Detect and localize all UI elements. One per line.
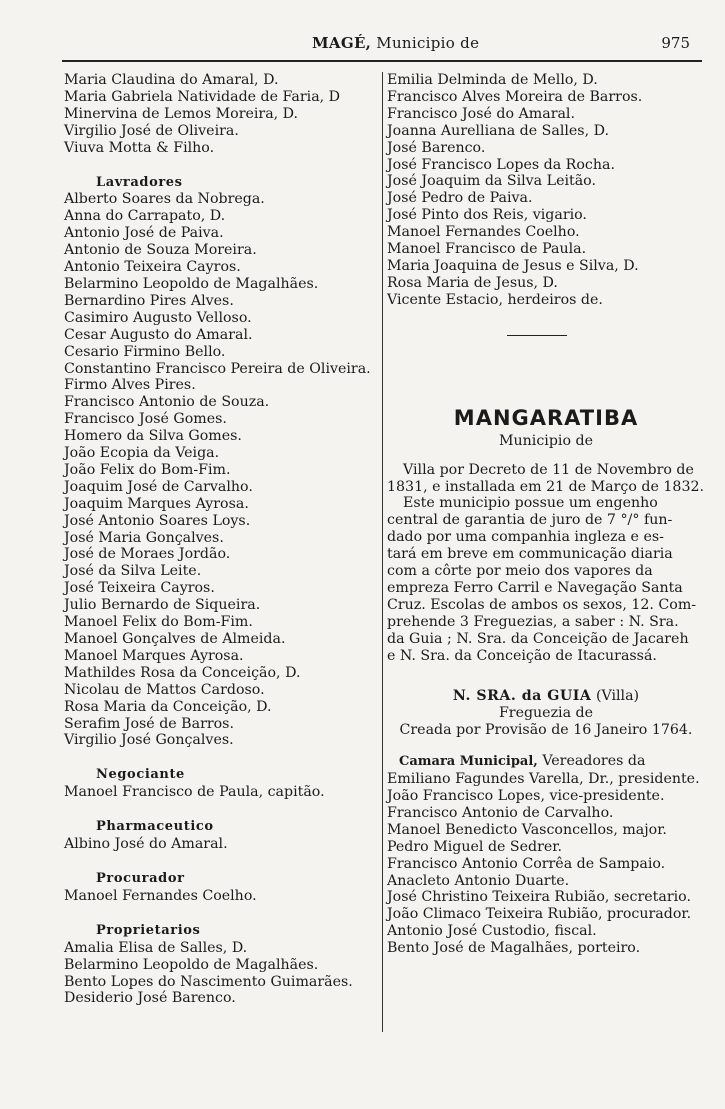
list-item: José Antonio Soares Loys. [64, 512, 251, 529]
list-item: José Teixeira Cayros. [64, 580, 215, 597]
list-item: Vicente Estacio, herdeiros de. [387, 291, 603, 308]
list-item: João Climaco Teixeira Rubião, procurador. [387, 906, 692, 923]
list-item: Francisco Antonio Corrêa de Sampaio. [387, 855, 666, 872]
list-item: Serafim José de Barros. [64, 715, 234, 732]
list-item: José da Silva Leite. [64, 563, 202, 580]
list-item: Maria Claudina do Amaral, D. [64, 72, 279, 88]
list-item: Mathildes Rosa da Conceição, D. [64, 664, 301, 681]
list-item: Belarmino Leopoldo de Magalhães. [64, 275, 319, 292]
freguezia-created: Creada por Provisão de 16 Janeiro 1764. [399, 722, 693, 739]
list-item: Belarmino Leopoldo de Magalhães. [64, 956, 319, 973]
list-item: Antonio José de Paiva. [64, 225, 224, 242]
list-item: Casimiro Augusto Velloso. [64, 309, 252, 326]
section-title-lavradores: Lavradores [96, 174, 183, 190]
list-item: Julio Bernardo de Siqueira. [64, 597, 261, 614]
list-item: Manoel Francisco de Paula, capitão. [64, 784, 325, 801]
freguezia-subtitle: Freguezia de [498, 705, 594, 722]
header-rule [62, 60, 702, 62]
list-item: Maria Joaquina de Jesus e Silva, D. [387, 257, 639, 274]
list-item: Constantino Francisco Pereira de Oliveira. [64, 360, 371, 377]
list-item: José de Moraes Jordão. [64, 546, 231, 563]
paragraph-line: e N. Sra. da Conceição de Itacurassá. [387, 647, 657, 664]
list-item: Amalia Elisa de Salles, D. [64, 939, 248, 956]
list-item: Cesar Augusto do Amaral. [64, 326, 253, 343]
paragraph-line: Villa por Decreto de 11 de Novembro de [403, 461, 694, 478]
paragraph-line: da Guia ; N. Sra. da Conceição de Jacareh [387, 630, 689, 647]
list-item: Anna do Carrapato, D. [64, 208, 226, 225]
list-item: Manoel Felix do Bom-Fim. [64, 614, 253, 631]
list-item: José Pedro de Paiva. [387, 190, 533, 207]
list-item: Pedro Miguel de Sedrer. [387, 838, 563, 855]
list-item: Viuva Motta & Filho. [64, 139, 215, 156]
list-item: José Joaquim da Silva Leitão. [387, 173, 596, 190]
paragraph-line: tará em breve em communicação diaria [387, 546, 673, 563]
list-item: Nicolau de Mattos Cardoso. [64, 681, 265, 698]
right-column [387, 72, 705, 957]
list-item: Manoel Marques Ayrosa. [64, 647, 244, 664]
freguezia-heading [387, 688, 705, 705]
list-item: Antonio José Custodio, fiscal. [387, 923, 597, 940]
page-header [60, 34, 700, 58]
paragraph-line: Este municipio possue um engenho [403, 495, 658, 512]
list-item: Francisco José do Amaral. [387, 105, 575, 122]
column-divider [382, 72, 383, 1032]
list-item: Virgilio José Gonçalves. [64, 732, 234, 749]
running-title-place: MAGÉ, [312, 34, 372, 52]
freguezia-title-suffix: (Villa) [595, 688, 640, 705]
list-item: Manoel Francisco de Paula. [387, 241, 587, 258]
list-item: Joaquim Marques Ayrosa. [64, 495, 249, 512]
mangaratiba-paragraph-1 [387, 462, 705, 496]
list-item: Bernardino Pires Alves. [64, 292, 234, 309]
list-item: Joanna Aurelliana de Salles, D. [387, 122, 609, 139]
list-item: Desiderio José Barenco. [64, 990, 236, 1007]
list-item: Rosa Maria da Conceição, D. [64, 698, 272, 715]
section-title-proprietarios: Proprietarios [96, 922, 201, 938]
paragraph-line: central de garantia de juro de 7 °/° fun- [387, 512, 673, 529]
list-item: Homero da Silva Gomes. [64, 428, 242, 445]
section-title-mangaratiba: MANGARATIBA [453, 405, 639, 430]
paragraph-line: empreza Ferro Carril e Navegação Santa [387, 579, 683, 596]
list-item: José Francisco Lopes da Rocha. [387, 156, 615, 173]
running-title [312, 34, 479, 52]
running-title-subtitle: Municipio de [376, 34, 480, 52]
list-item: José Pinto dos Reis, vigario. [387, 207, 587, 224]
list-item: Manoel Fernandes Coelho. [387, 224, 580, 241]
list-item: Cesario Firmino Bello. [64, 343, 226, 360]
proprietarios-list [64, 940, 380, 1008]
mangaratiba-paragraph-2 [387, 495, 705, 664]
paragraph-line: Cruz. Escolas de ambos os sexos, 12. Com- [387, 596, 697, 613]
camara-heading [387, 753, 705, 771]
list-item: Francisco Antonio de Souza. [64, 394, 270, 411]
list-item: João Felix do Bom-Fim. [64, 461, 231, 478]
intro-names-list [64, 72, 380, 157]
camara-members-list [387, 771, 705, 957]
list-item: Alberto Soares da Nobrega. [64, 191, 265, 208]
list-item: Anacleto Antonio Duarte. [387, 872, 570, 889]
list-item: Maria Gabriela Natividade de Faria, D [64, 88, 341, 105]
list-item: José Maria Gonçalves. [64, 529, 224, 546]
list-item: Francisco Antonio de Carvalho. [387, 804, 614, 821]
left-column [64, 72, 380, 1007]
paragraph-line: 1831, e installada em 21 de Março de 1832. [387, 478, 705, 495]
list-item: Minervina de Lemos Moreira, D. [64, 105, 299, 122]
list-item: Francisco Alves Moreira de Barros. [387, 88, 643, 105]
list-item: João Ecopia da Veiga. [64, 445, 220, 462]
list-item: José Christino Teixeira Rubião, secretario. [387, 889, 691, 906]
list-item: Antonio de Souza Moreira. [64, 242, 257, 259]
list-item: Antonio Teixeira Cayros. [64, 259, 241, 276]
camara-title: Camara Municipal, [399, 754, 538, 770]
list-item: Firmo Alves Pires. [64, 377, 196, 394]
list-item: Emiliano Fagundes Varella, Dr., presidente. [387, 771, 700, 788]
list-item: Joaquim José de Carvalho. [64, 478, 253, 495]
section-title-pharmaceutico: Pharmaceutico [96, 819, 214, 835]
continued-names-list [387, 72, 705, 309]
section-title-negociante: Negociante [96, 767, 185, 783]
list-item: Virgilio José de Oliveira. [64, 122, 239, 139]
section-divider [507, 335, 567, 336]
list-item: João Francisco Lopes, vice-presidente. [387, 788, 665, 804]
section-title-procurador: Procurador [96, 870, 185, 886]
list-item: Bento José de Magalhães, porteiro. [387, 940, 641, 957]
mangaratiba-subtitle: Municipio de [499, 432, 593, 449]
lavradores-list [64, 191, 380, 749]
list-item: Rosa Maria de Jesus, D. [387, 274, 558, 291]
paragraph-line: dado por uma companhia ingleza e es- [387, 529, 664, 546]
list-item: Albino José do Amaral. [64, 836, 228, 853]
page-number: 975 [661, 34, 690, 52]
paragraph-line: com a côrte por meio dos vapores da [387, 563, 653, 580]
list-item: Manoel Fernandes Coelho. [64, 887, 257, 904]
list-item: Manoel Benedicto Vasconcellos, major. [387, 821, 667, 838]
list-item: Bento Lopes do Nascimento Guimarães. [64, 973, 353, 990]
list-item: Emilia Delminda de Mello, D. [387, 72, 598, 88]
list-item: Manoel Gonçalves de Almeida. [64, 631, 286, 647]
paragraph-line: prehende 3 Freguezias, a saber : N. Sra. [387, 613, 679, 630]
freguezia-title: N. SRA. da GUIA [452, 688, 592, 705]
camara-title-suffix: Vereadores da [542, 753, 646, 770]
list-item: Francisco José Gomes. [64, 411, 227, 428]
list-item: José Barenco. [387, 139, 486, 156]
